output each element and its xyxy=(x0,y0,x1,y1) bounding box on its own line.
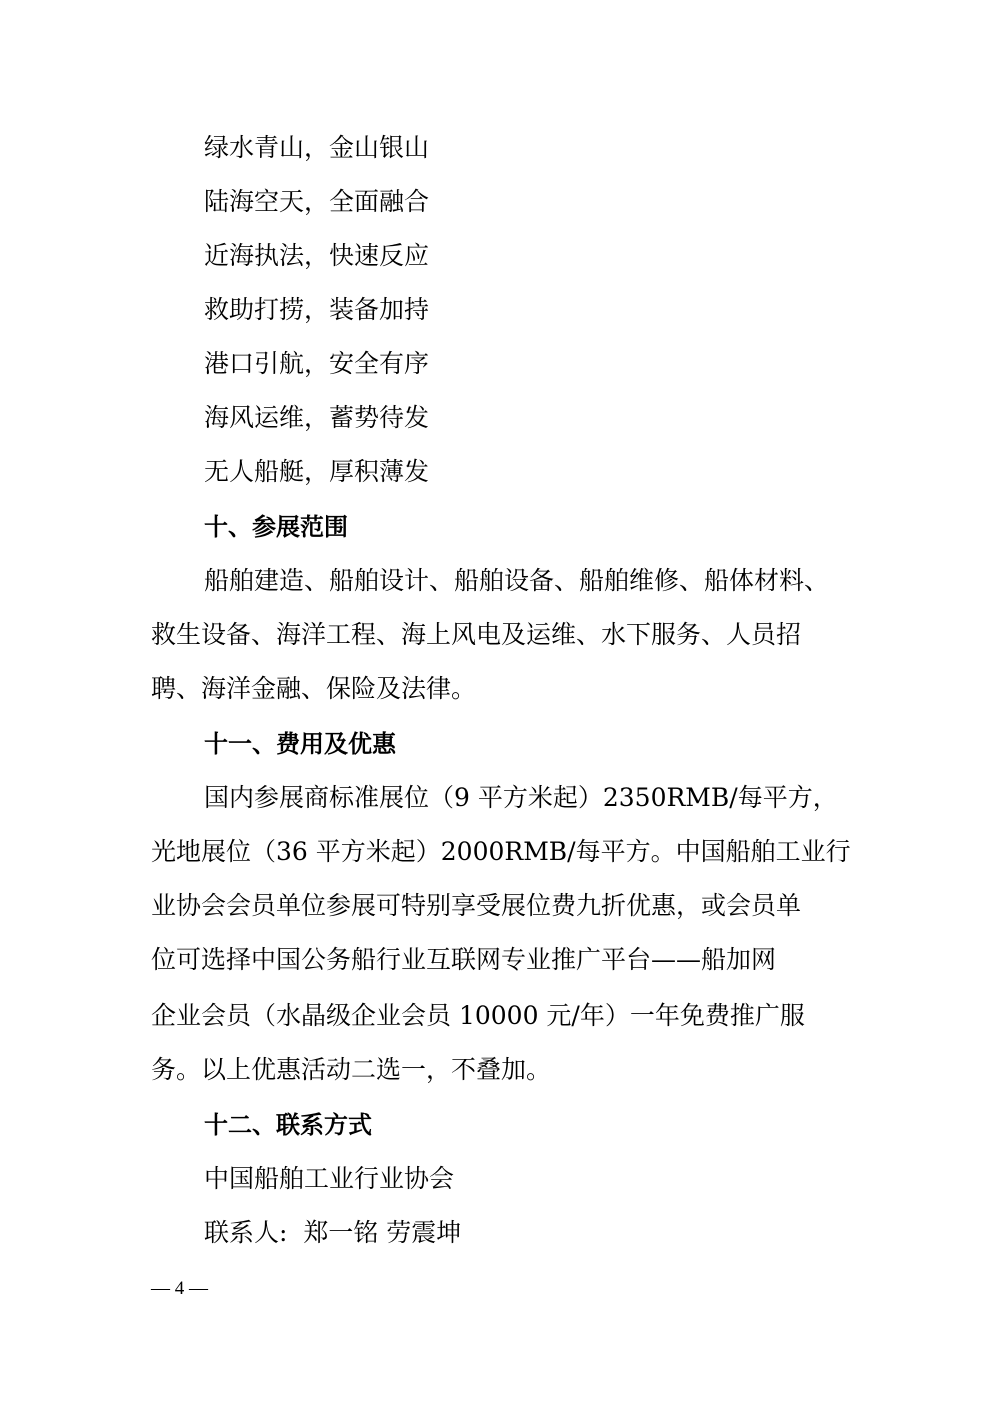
slogan-line: 近海执法，快速反应 xyxy=(204,241,430,270)
paragraph-line: 企业会员（水晶级企业会员 10000 元/年）一年免费推广服 xyxy=(151,1001,805,1030)
section-heading-scope: 十、参展范围 xyxy=(204,513,348,541)
paragraph-line: 救生设备、海洋工程、海上风电及运维、水下服务、人员招 xyxy=(151,620,802,649)
slogan-line: 海风运维，蓄势待发 xyxy=(204,403,430,432)
paragraph-line: 光地展位（36 平方米起）2000RMB/每平方。中国船舶工业行 xyxy=(151,837,851,866)
contact-persons: 联系人: 郑一铭 劳震坤 xyxy=(204,1218,462,1247)
slogan-line: 救助打捞，装备加持 xyxy=(204,295,430,324)
slogan-line: 陆海空天，全面融合 xyxy=(204,187,430,216)
section-heading-contact: 十二、联系方式 xyxy=(204,1111,372,1139)
slogan-line: 港口引航，安全有序 xyxy=(204,349,430,378)
section-heading-fees: 十一、费用及优惠 xyxy=(204,730,396,758)
paragraph-line: 位可选择中国公务船行业互联网专业推广平台——船加网 xyxy=(151,945,777,974)
paragraph-line: 船舶建造、船舶设计、船舶设备、船舶维修、船体材料、 xyxy=(204,566,830,595)
paragraph-line: 务。以上优惠活动二选一，不叠加。 xyxy=(151,1055,552,1084)
paragraph-line: 聘、海洋金融、保险及法律。 xyxy=(151,674,477,703)
contact-organization: 中国船舶工业行业协会 xyxy=(204,1164,455,1193)
page-number: — 4 — xyxy=(151,1278,208,1299)
paragraph-line: 国内参展商标准展位（9 平方米起）2350RMB/每平方， xyxy=(204,783,838,812)
slogan-line: 无人船艇，厚积薄发 xyxy=(204,457,430,486)
slogan-line: 绿水青山，金山银山 xyxy=(204,133,430,162)
paragraph-line: 业协会会员单位参展可特别享受展位费九折优惠，或会员单 xyxy=(151,891,802,920)
